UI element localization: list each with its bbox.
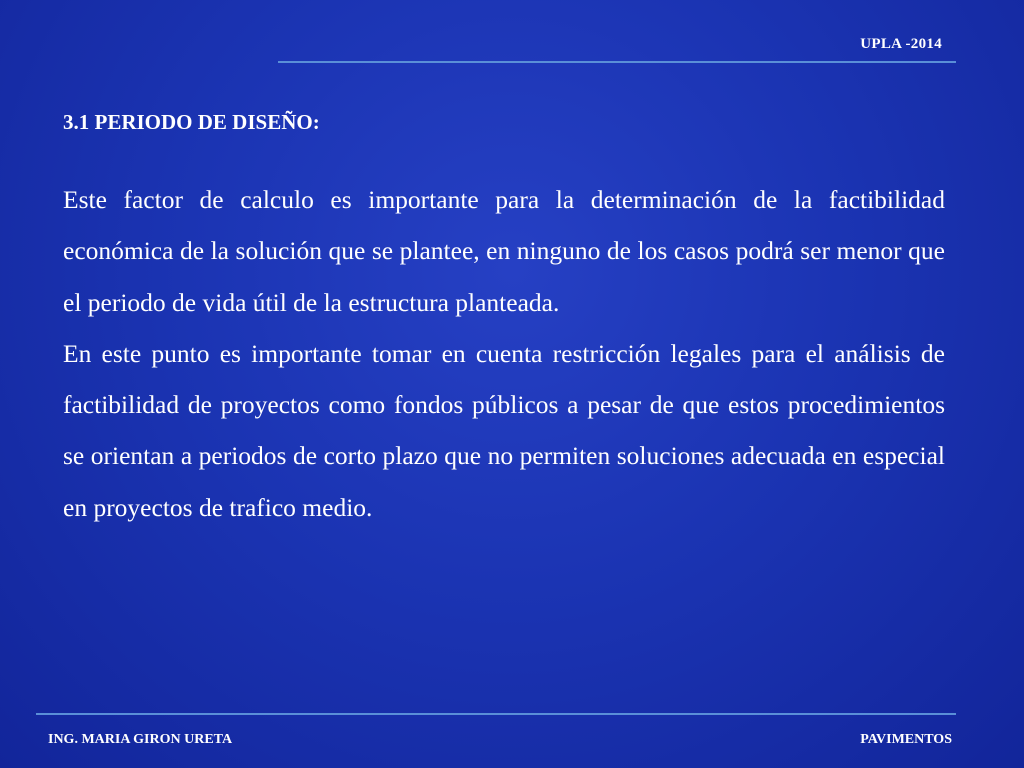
footer-course: PAVIMENTOS [860,732,952,747]
section-title: 3.1 PERIODO DE DISEÑO: [63,110,320,134]
top-divider [278,61,956,63]
bottom-divider [36,713,956,715]
paragraph-2: En este punto es importante tomar en cuenta restricción legales para el análisis de factibilidad de proyectos como fondos públicos a pesar de que estos procedimientos se orientan a periodos de corto plazo que no permiten soluciones adecuada en especial en proyectos de trafico medio. [63,338,945,522]
paragraph-1: Este factor de calculo es importante para la determinación de la factibilidad económica de la solución que se plantee, en ninguno de los casos podrá ser menor que el periodo de vida útil de la estructura planteada. [63,185,945,317]
footer-author: ING. MARIA GIRON URETA [48,732,233,747]
body-text [63,174,945,533]
header-label: UPLA -2014 [860,36,942,52]
